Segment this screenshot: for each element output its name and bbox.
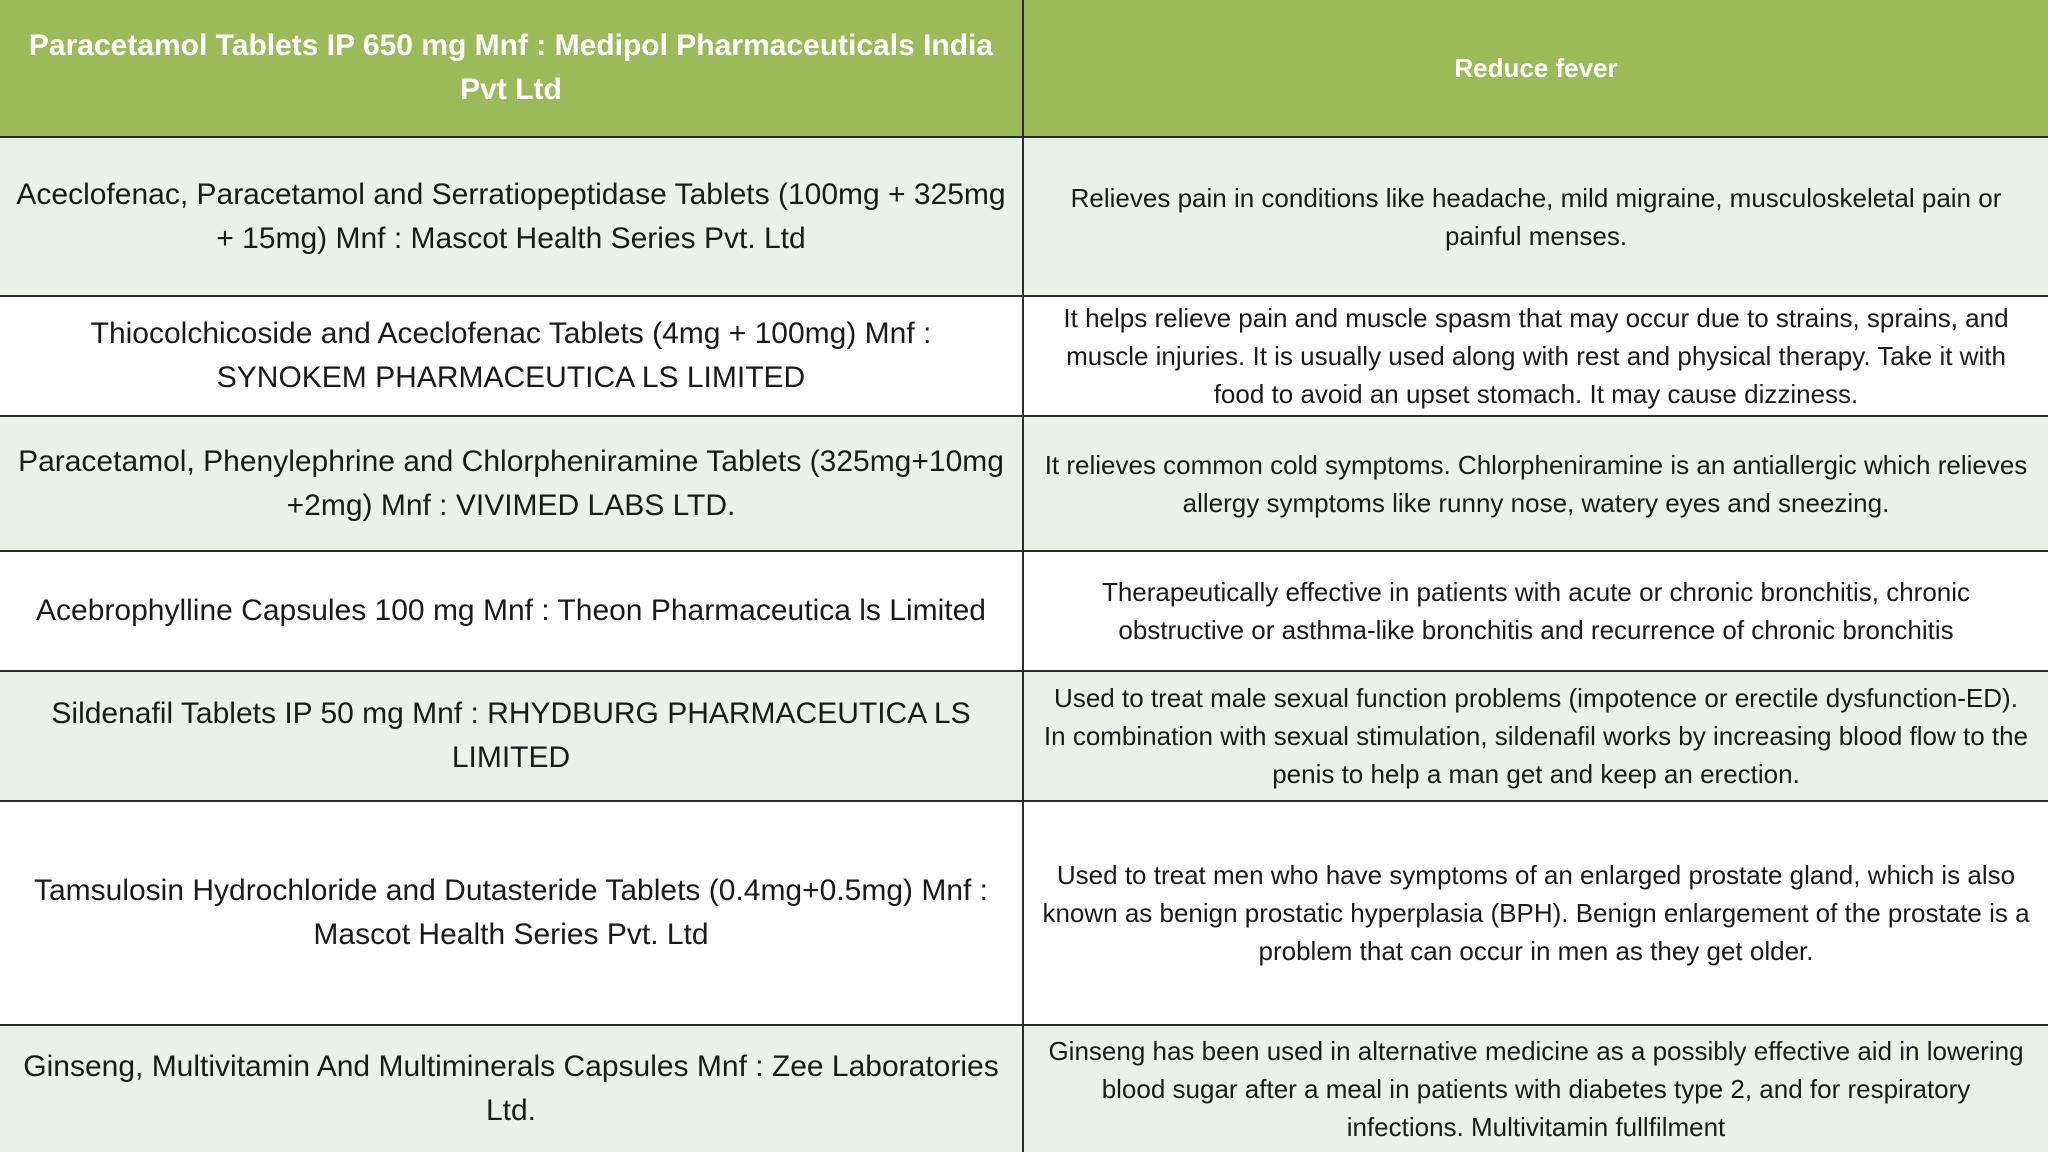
table-row-1-use	[1024, 136, 2048, 295]
table-row-2-use	[1024, 295, 2048, 415]
medicine-name: Aceclofenac, Paracetamol and Serratiopeptidase Tablets (100mg + 325mg + 15mg) Mnf : Mascot Health Series Pvt. Ltd	[16, 177, 1006, 255]
medicine-name: Paracetamol, Phenylephrine and Chlorpheniramine Tablets (325mg+10mg +2mg) Mnf : VIVIMED LABS LTD.	[18, 444, 1004, 522]
medicine-use: It helps relieve pain and muscle spasm that may occur due to strains, sprains, and muscle injuries. It is usually used along with rest and physical therapy. Take it with food to avoid an upset stomach. It may cause dizziness.	[1063, 303, 2009, 409]
medicine-use: Relieves pain in conditions like headache, mild migraine, musculoskeletal pain or painful menses.	[1070, 182, 2002, 251]
table-row-1-medicine	[0, 136, 1024, 295]
medicine-name: Sildenafil Tablets IP 50 mg Mnf : RHYDBURG PHARMACEUTICA LS LIMITED	[51, 697, 971, 774]
header-medicine-text: Paracetamol Tablets IP 650 mg Mnf : Medipol Pharmaceuticals India Pvt Ltd	[28, 29, 994, 106]
medicine-use: Used to treat men who have symptoms of an enlarged prostate gland, which is also known as benign prostatic hyperplasia (BPH). Benign enlargement of the prostate is a problem that can occur in men as they get older.	[1042, 860, 2030, 966]
table-row-4-medicine	[0, 550, 1024, 670]
table-row-4-use	[1024, 550, 2048, 670]
medicine-name: Thiocolchicoside and Aceclofenac Tablets (4mg + 100mg) Mnf : SYNOKEM PHARMACEUTICA LS LIMITED	[90, 317, 932, 394]
medicine-use: Used to treat male sexual function problems (impotence or erectile dysfunction-ED). In combination with sexual stimulation, sildenafil works by increasing blood flow to the penis to help a man get and keep an erection.	[1043, 683, 2029, 789]
table-row-5-use	[1024, 670, 2048, 800]
table-header-use	[1024, 0, 2048, 136]
table-row-6-use	[1024, 800, 2048, 1024]
medicine-name: Ginseng, Multivitamin And Multiminerals Capsules Mnf : Zee Laboratories Ltd.	[23, 1050, 999, 1127]
table-row-7-medicine	[0, 1024, 1024, 1152]
table-row-3-use	[1024, 415, 2048, 550]
table-row-2-medicine	[0, 295, 1024, 415]
header-use-text: Reduce fever	[1454, 53, 1618, 83]
medicine-use: It relieves common cold symptoms. Chlorpheniramine is an antiallergic which relieves allergy symptoms like runny nose, watery eyes and sneezing.	[1044, 449, 2028, 518]
table-row-7-use	[1024, 1024, 2048, 1152]
table-row-5-medicine	[0, 670, 1024, 800]
table-row-3-medicine	[0, 415, 1024, 550]
medicine-name: Acebrophylline Capsules 100 mg Mnf : Theon Pharmaceutica ls Limited	[36, 594, 986, 627]
table-header-medicine	[0, 0, 1024, 136]
medicine-use: Therapeutically effective in patients with acute or chronic bronchitis, chronic obstructive or asthma-like bronchitis and recurrence of chronic bronchitis	[1101, 577, 1971, 645]
medicine-use: Ginseng has been used in alternative medicine as a possibly effective aid in lowering blood sugar after a meal in patients with diabetes type 2, and for respiratory infections. Multivitamin fullfilment	[1048, 1036, 2024, 1142]
medicine-name: Tamsulosin Hydrochloride and Dutasteride Tablets (0.4mg+0.5mg) Mnf : Mascot Health Series Pvt. Ltd	[33, 874, 989, 951]
table-row-6-medicine	[0, 800, 1024, 1024]
